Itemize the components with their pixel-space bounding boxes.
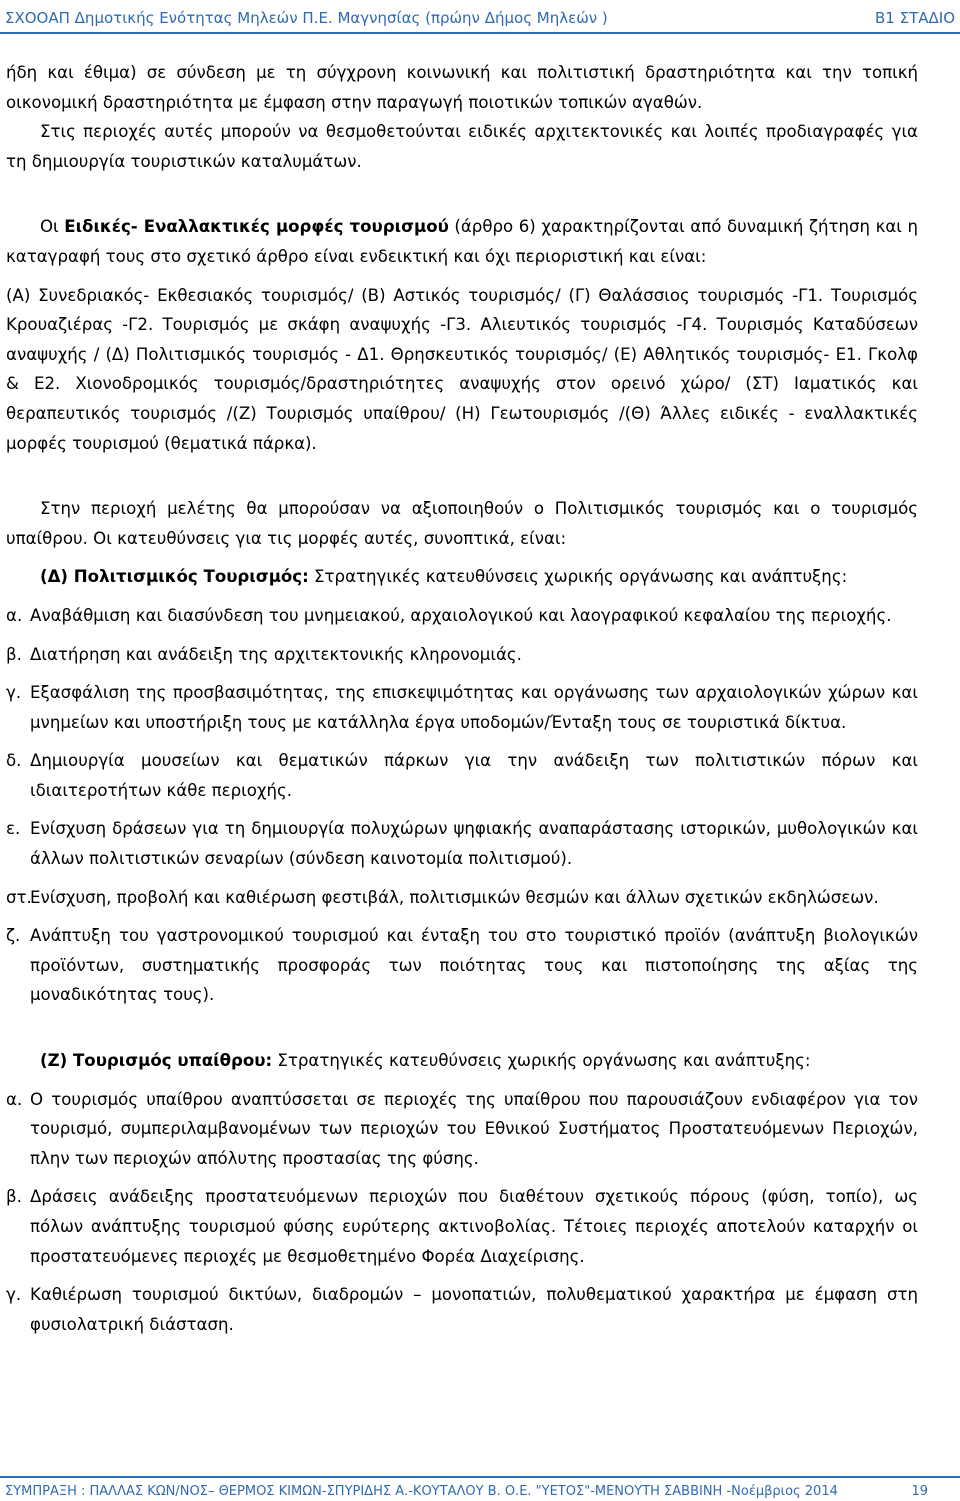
list-item: α. Αναβάθμιση και διασύνδεση του μνημειακού, αρχαιολογικού και λαογραφικού κεφαλαίου της περιοχής.: [6, 605, 892, 625]
page-footer: [0, 1476, 960, 1501]
header-title: ΣΧΟΟΑΠ Δημοτικής Ενότητας Μηλεών Π.Ε. Μαγνησίας (πρώην Δήμος Μηλεών ): [5, 9, 608, 27]
footer-credits: ΣΥΜΠΡΑΞΗ : ΠΑΛΛΑΣ ΚΩΝ/ΝΟΣ– ΘΕΡΜΟΣ ΚΙΜΩΝ-ΣΠΥΡΙΔΗΣ Α.-ΚΟΥΤΑΛΟΥ Β. Ο.Ε. "ΥΕΤΟΣ"-ΜΕΝΟΥΤΗ ΣΑΒΒΙΝΗ -Νοέμβριος 2014: [5, 1484, 838, 1499]
paragraph: (Α) Συνεδριακός- Εκθεσιακός τουρισμός/ (Β) Αστικός τουρισμός/ (Γ) Θαλάσσιος τουρισμός -Γ1. Τουρισμός Κρουαζιέρας -Γ2. Τουρισμός με σκάφη αναψυχής -Γ3. Αλιευτικός τουρισμός -Γ4. Τουρισμός Καταδύσεων αναψυχής / (Δ) Πολιτισμικός τουρισμός - Δ1. Θρησκευτικός τουρισμός/ (Ε) Αθλητικός τουρισμός- Ε1. Γκολφ & Ε2. Χιονοδρομικός τουρισμός/δραστηριότητες αναψυχής στον ορεινό χώρο/ (ΣΤ) Ιαματικός και θεραπευτικός τουρισμός /(Ζ) Τουρισμός υπαίθρου/ (Η) Γεωτουρισμός /(Θ) Άλλες ειδικές - εναλλακτικές μορφές τουρισμού (θεματικά πάρκα).: [6, 285, 918, 453]
paragraph: ήδη και έθιμα) σε σύνδεση με τη σύγχρονη κοινωνική και πολιτιστική δραστηριότητα και την τοπική οικονομική δραστηριότητα με έμφαση στην παραγωγή ποιοτικών τοπικών αγαθών.: [6, 63, 918, 112]
page-header: [0, 0, 960, 34]
list-item: γ. Εξασφάλιση της προσβασιμότητας, της επισκεψιμότητας και οργάνωσης των αρχαιολογικών χώρων και μνημείων και υποστήριξη τους με κατάλληλα έργα υποδομών/Ένταξη τους σε τουριστικά δίκτυα.: [6, 683, 918, 732]
header-stage: Β1 ΣΤΑΔΙΟ: [875, 9, 955, 27]
section-heading: (Δ) Πολιτισμικός Τουρισμός: Στρατηγικές κατευθύνσεις χωρικής οργάνωσης και ανάπτυξης:: [40, 567, 848, 587]
list-item: στ.Ενίσχυση, προβολή και καθιέρωση φεστιβάλ, πολιτισμικών θεσμών και άλλων σχετικών εκδηλώσεων.: [6, 887, 879, 907]
section-d-list: [6, 601, 918, 1010]
paragraph: Οι Ειδικές- Εναλλακτικές μορφές τουρισμού (άρθρο 6) χαρακτηρίζονται από δυναμική ζήτηση και η καταγραφή τους στο σχετικό άρθρο είναι ενδεικτική και όχι περιοριστική και είναι:: [6, 217, 918, 266]
list-item: ε. Ενίσχυση δράσεων για τη δημιουργία πολυχώρων ψηφιακής αναπαράστασης ιστορικών, μυθολογικών και άλλων πολιτιστικών σεναρίων (σύνδεση καινοτομία πολιτισμού).: [6, 819, 918, 869]
paragraph: Στις περιοχές αυτές μπορούν να θεσμοθετούνται ειδικές αρχιτεκτονικές και λοιπές προδιαγραφές για τη δημιουργία τουριστικών καταλυμάτων.: [6, 122, 918, 171]
list-item: α. Ο τουρισμός υπαίθρου αναπτύσσεται σε περιοχές της υπαίθρου που παρουσιάζουν ενδιαφέρον για τον τουρισμό, συμπεριλαμβανομένων των περιοχών του Εθνικού Συστήματος Προστατευόμενων Περιοχών, πλην των περιοχών απόλυτης προστασίας της φύσης.: [6, 1089, 918, 1168]
page-number: 19: [911, 1484, 928, 1499]
list-item: β. Διατήρηση και ανάδειξη της αρχιτεκτονικής κληρονομιάς.: [6, 644, 522, 664]
list-item: δ. Δημιουργία μουσείων και θεματικών πάρκων για την ανάδειξη των πολιτιστικών πόρων και ιδιαιτεροτήτων κάθε περιοχής.: [6, 751, 918, 800]
list-item: γ. Καθιέρωση τουρισμού δικτύων, διαδρομών – μονοπατιών, πολυθεματικού χαρακτήρα με έμφαση στη φυσιολατρική διάσταση.: [6, 1285, 918, 1334]
bold-term: Ειδικές- Εναλλακτικές μορφές τουρισμού: [64, 217, 449, 237]
section-heading: (Ζ) Τουρισμός υπαίθρου: Στρατηγικές κατευθύνσεις χωρικής οργάνωσης και ανάπτυξης:: [40, 1051, 811, 1071]
section-z-list: [6, 1085, 918, 1340]
paragraph: Στην περιοχή μελέτης θα μπορούσαν να αξιοποιηθούν ο Πολιτισμικός τουρισμός και ο τουρισμός υπαίθρου. Οι κατευθύνσεις για τις μορφές αυτές, συνοπτικά, είναι:: [6, 499, 918, 548]
document-body: [6, 58, 918, 1339]
list-item: β. Δράσεις ανάδειξης προστατευόμενων περιοχών που διαθέτουν σχετικούς πόρους (φύση, τοπίο), ως πόλων ανάπτυξης τουρισμού φύσης ευρύτερης ακτινοβολίας. Τέτοιες περιοχές αποτελούν καταρχήν οι προστατευόμενες περιοχές με θεσμοθετημένο Φορέα Διαχείρισης.: [6, 1187, 918, 1266]
list-item: ζ. Ανάπτυξη του γαστρονομικού τουρισμού και ένταξη του στο τουριστικό προϊόν (ανάπτυξη βιολογικών προϊόντων, συστηματικής προσφοράς των ποιότητας τους και πιστοποίησης της αξίας της μοναδικότητας τους).: [6, 926, 918, 1005]
